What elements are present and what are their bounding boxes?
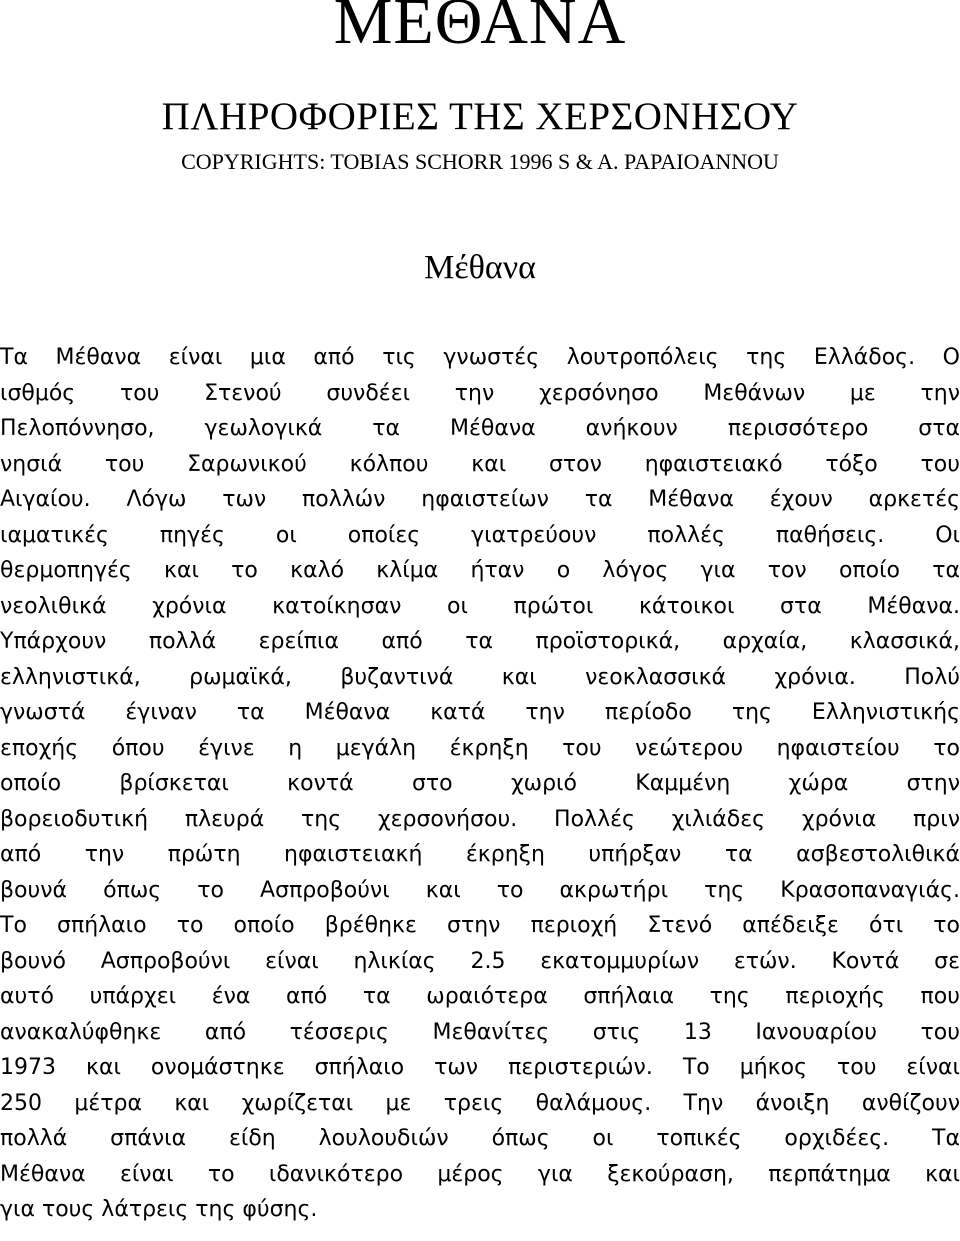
paragraph-line: οποίο βρίσκεται κοντά στο χωριό Καμμένη χώρα στην — [0, 771, 960, 796]
paragraph-line: Πελοπόννησο, γεωλογικά τα Μέθανα ανήκουν περισσότερο στα — [0, 416, 960, 441]
paragraph-line: ανακαλύφθηκε από τέσσερις Μεθανίτες στις 13 Ιανουαρίου του — [0, 1019, 960, 1045]
paragraph-line: ισθμός του Στενού συνδέει την χερσόνησο Μεθάνων με την — [0, 380, 960, 406]
body-paragraph — [0, 340, 960, 1228]
paragraph-line: βουνό Ασπροβούνι είναι ηλικίας 2.5 εκατομμυρίων ετών. Κοντά σε — [0, 948, 960, 974]
copyright-notice: COPYRIGHTS: TOBIAS SCHORR 1996 S & A. PAPAIOANNOU — [181, 149, 779, 174]
paragraph-line: Το σπήλαιο το οποίο βρέθηκε στην περιοχή Στενό απέδειξε ότι το — [0, 913, 960, 938]
paragraph-line: βορειοδυτική πλευρά της χερσονήσου. Πολλές χιλιάδες χρόνια πριν — [0, 806, 960, 832]
paragraph-line: ιαματικές πηγές οι οποίες γιατρεύουν πολλές παθήσεις. Οι — [0, 522, 960, 548]
paragraph-line: πολλά σπάνια είδη λουλουδιών όπως οι τοπικές ορχιδέες. Τα — [0, 1126, 960, 1151]
paragraph-line: Τα Μέθανα είναι μια από τις γνωστές λουτροπόλεις της Ελλάδος. Ο — [0, 345, 960, 370]
paragraph-line: γνωστά έγιναν τα Μέθανα κατά την περίοδο της Ελληνιστικής — [0, 700, 960, 725]
paragraph-line: από την πρώτη ηφαιστειακή έκρηξη υπήρξαν τα ασβεστολιθικά — [0, 842, 960, 867]
paragraph-line: εποχής όπου έγινε η μεγάλη έκρηξη του νεώτερου ηφαιστείου το — [0, 735, 960, 761]
paragraph-line: Μέθανα είναι το ιδανικότερο μέρος για ξεκούραση, περπάτημα και — [0, 1161, 960, 1187]
paragraph-line: νεολιθικά χρόνια κατοίκησαν οι πρώτοι κάτοικοι στα Μέθανα. — [0, 593, 960, 619]
paragraph-line: θερμοπηγές και το καλό κλίμα ήταν ο λόγος για τον οποίο τα — [0, 558, 960, 583]
document-subtitle: ΠΛΗΡΟΦΟΡΙΕΣ ΤΗΣ ΧΕΡΣΟΝΗΣΟΥ — [161, 95, 799, 138]
paragraph-line: νησιά του Σαρωνικού κόλπου και στον ηφαιστειακό τόξο του — [0, 451, 960, 477]
section-heading: Μέθανα — [424, 249, 536, 286]
paragraph-line: Υπάρχουν πολλά ερείπια από τα προϊστορικά, αρχαία, κλασσικά, — [0, 629, 960, 654]
paragraph-line: αυτό υπάρχει ένα από τα ωραιότερα σπήλαια της περιοχής που — [0, 984, 960, 1009]
paragraph-line: ελληνιστικά, ρωμαϊκά, βυζαντινά και νεοκλασσικά χρόνια. Πολύ — [0, 664, 960, 690]
paragraph-line: 1973 και ονομάστηκε σπήλαιο των περιστεριών. Το μήκος του είναι — [0, 1055, 960, 1080]
paragraph-line: 250 μέτρα και χωρίζεται με τρεις θαλάμους. Την άνοιξη ανθίζουν — [0, 1090, 960, 1116]
document-title: ΜΕΘΑΝΑ — [333, 0, 627, 58]
paragraph-line: Αιγαίου. Λόγω των πολλών ηφαιστείων τα Μέθανα έχουν αρκετές — [0, 487, 960, 512]
paragraph-line: για τους λάτρεις της φύσης. — [0, 1197, 318, 1222]
paragraph-line: βουνά όπως το Ασπροβούνι και το ακρωτήρι της Κρασοπαναγιάς. — [0, 877, 960, 903]
